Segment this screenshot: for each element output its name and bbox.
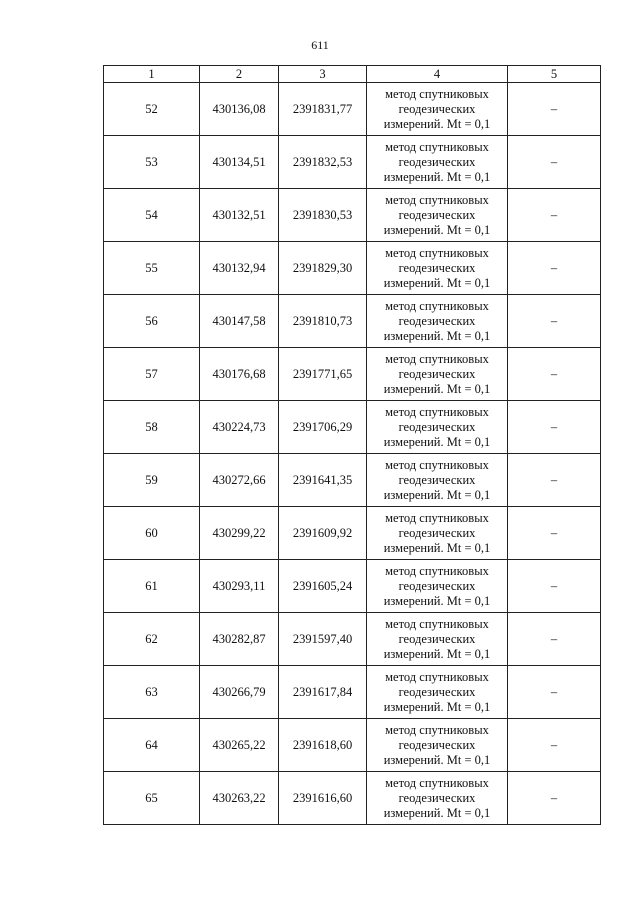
x-coordinate-cell: 430132,51 xyxy=(200,189,279,242)
method-line: геодезических xyxy=(398,578,476,593)
method-line: геодезических xyxy=(398,790,476,805)
point-number-cell: 53 xyxy=(104,136,200,189)
x-coordinate-cell: 430136,08 xyxy=(200,83,279,136)
method-line: метод спутниковых xyxy=(385,298,489,313)
method-line: метод спутниковых xyxy=(385,245,489,260)
table-row xyxy=(104,136,601,189)
method-line: метод спутниковых xyxy=(385,563,489,578)
method-line: геодезических xyxy=(398,101,476,116)
table-row xyxy=(104,772,601,825)
method-line: метод спутниковых xyxy=(385,404,489,419)
header-cell-3: 3 xyxy=(279,66,367,83)
note-cell: – xyxy=(508,348,601,401)
header-row xyxy=(104,66,601,83)
table-row xyxy=(104,242,601,295)
method-line: измерений. Mt = 0,1 xyxy=(383,222,491,237)
point-number-cell: 59 xyxy=(104,454,200,507)
point-number-cell: 62 xyxy=(104,613,200,666)
y-coordinate-cell: 2391616,60 xyxy=(279,772,367,825)
note-cell: – xyxy=(508,401,601,454)
note-cell: – xyxy=(508,507,601,560)
table-row xyxy=(104,613,601,666)
note-cell: – xyxy=(508,454,601,507)
method-line: измерений. Mt = 0,1 xyxy=(383,275,491,290)
table-row xyxy=(104,295,601,348)
note-cell: – xyxy=(508,666,601,719)
x-coordinate-cell: 430265,22 xyxy=(200,719,279,772)
method-cell xyxy=(367,401,508,454)
table-row xyxy=(104,83,601,136)
method-line: метод спутниковых xyxy=(385,510,489,525)
method-line: измерений. Mt = 0,1 xyxy=(383,646,491,661)
header-cell-2: 2 xyxy=(200,66,279,83)
point-number-cell: 64 xyxy=(104,719,200,772)
coordinates-table xyxy=(103,65,601,825)
note-cell: – xyxy=(508,613,601,666)
method-line: метод спутниковых xyxy=(385,457,489,472)
point-number-cell: 58 xyxy=(104,401,200,454)
y-coordinate-cell: 2391597,40 xyxy=(279,613,367,666)
y-coordinate-cell: 2391609,92 xyxy=(279,507,367,560)
method-line: метод спутниковых xyxy=(385,192,489,207)
method-cell xyxy=(367,189,508,242)
point-number-cell: 52 xyxy=(104,83,200,136)
method-line: геодезических xyxy=(398,366,476,381)
point-number-cell: 54 xyxy=(104,189,200,242)
x-coordinate-cell: 430272,66 xyxy=(200,454,279,507)
x-coordinate-cell: 430134,51 xyxy=(200,136,279,189)
x-coordinate-cell: 430176,68 xyxy=(200,348,279,401)
table-row xyxy=(104,719,601,772)
method-line: геодезических xyxy=(398,472,476,487)
y-coordinate-cell: 2391618,60 xyxy=(279,719,367,772)
y-coordinate-cell: 2391771,65 xyxy=(279,348,367,401)
note-cell: – xyxy=(508,560,601,613)
point-number-cell: 63 xyxy=(104,666,200,719)
method-cell xyxy=(367,83,508,136)
method-line: геодезических xyxy=(398,737,476,752)
method-cell xyxy=(367,719,508,772)
method-line: геодезических xyxy=(398,419,476,434)
method-line: геодезических xyxy=(398,684,476,699)
page-number: 611 xyxy=(311,38,329,52)
method-line: метод спутниковых xyxy=(385,722,489,737)
method-line: измерений. Mt = 0,1 xyxy=(383,116,491,131)
method-line: измерений. Mt = 0,1 xyxy=(383,328,491,343)
point-number-cell: 56 xyxy=(104,295,200,348)
note-cell: – xyxy=(508,83,601,136)
x-coordinate-cell: 430263,22 xyxy=(200,772,279,825)
note-cell: – xyxy=(508,136,601,189)
table-row xyxy=(104,666,601,719)
point-number-cell: 57 xyxy=(104,348,200,401)
table-row xyxy=(104,560,601,613)
method-cell xyxy=(367,666,508,719)
method-cell xyxy=(367,295,508,348)
method-line: измерений. Mt = 0,1 xyxy=(383,434,491,449)
note-cell: – xyxy=(508,772,601,825)
note-cell: – xyxy=(508,242,601,295)
point-number-cell: 65 xyxy=(104,772,200,825)
method-line: метод спутниковых xyxy=(385,86,489,101)
method-line: измерений. Mt = 0,1 xyxy=(383,699,491,714)
method-line: метод спутниковых xyxy=(385,351,489,366)
method-cell xyxy=(367,454,508,507)
y-coordinate-cell: 2391830,53 xyxy=(279,189,367,242)
method-line: геодезических xyxy=(398,207,476,222)
method-line: измерений. Mt = 0,1 xyxy=(383,540,491,555)
y-coordinate-cell: 2391706,29 xyxy=(279,401,367,454)
table-row xyxy=(104,401,601,454)
method-cell xyxy=(367,507,508,560)
x-coordinate-cell: 430224,73 xyxy=(200,401,279,454)
method-cell xyxy=(367,772,508,825)
method-line: геодезических xyxy=(398,260,476,275)
x-coordinate-cell: 430282,87 xyxy=(200,613,279,666)
x-coordinate-cell: 430266,79 xyxy=(200,666,279,719)
y-coordinate-cell: 2391617,84 xyxy=(279,666,367,719)
y-coordinate-cell: 2391831,77 xyxy=(279,83,367,136)
method-line: метод спутниковых xyxy=(385,669,489,684)
y-coordinate-cell: 2391832,53 xyxy=(279,136,367,189)
method-line: измерений. Mt = 0,1 xyxy=(383,805,491,820)
method-line: измерений. Mt = 0,1 xyxy=(383,487,491,502)
method-line: измерений. Mt = 0,1 xyxy=(383,381,491,396)
table-row xyxy=(104,507,601,560)
method-cell xyxy=(367,242,508,295)
method-line: измерений. Mt = 0,1 xyxy=(383,169,491,184)
method-line: геодезических xyxy=(398,154,476,169)
method-line: геодезических xyxy=(398,313,476,328)
header-cell-5: 5 xyxy=(508,66,601,83)
method-cell xyxy=(367,348,508,401)
x-coordinate-cell: 430293,11 xyxy=(200,560,279,613)
x-coordinate-cell: 430299,22 xyxy=(200,507,279,560)
y-coordinate-cell: 2391810,73 xyxy=(279,295,367,348)
point-number-cell: 60 xyxy=(104,507,200,560)
method-line: метод спутниковых xyxy=(385,139,489,154)
note-cell: – xyxy=(508,295,601,348)
y-coordinate-cell: 2391605,24 xyxy=(279,560,367,613)
method-line: метод спутниковых xyxy=(385,616,489,631)
y-coordinate-cell: 2391829,30 xyxy=(279,242,367,295)
method-cell xyxy=(367,613,508,666)
table-row xyxy=(104,454,601,507)
header-cell-1: 1 xyxy=(104,66,200,83)
method-cell xyxy=(367,560,508,613)
method-line: метод спутниковых xyxy=(385,775,489,790)
note-cell: – xyxy=(508,189,601,242)
table-row xyxy=(104,189,601,242)
x-coordinate-cell: 430132,94 xyxy=(200,242,279,295)
point-number-cell: 55 xyxy=(104,242,200,295)
table-row xyxy=(104,348,601,401)
point-number-cell: 61 xyxy=(104,560,200,613)
method-line: геодезических xyxy=(398,525,476,540)
y-coordinate-cell: 2391641,35 xyxy=(279,454,367,507)
method-line: измерений. Mt = 0,1 xyxy=(383,752,491,767)
method-cell xyxy=(367,136,508,189)
x-coordinate-cell: 430147,58 xyxy=(200,295,279,348)
note-cell: – xyxy=(508,719,601,772)
header-cell-4: 4 xyxy=(367,66,508,83)
method-line: измерений. Mt = 0,1 xyxy=(383,593,491,608)
method-line: геодезических xyxy=(398,631,476,646)
